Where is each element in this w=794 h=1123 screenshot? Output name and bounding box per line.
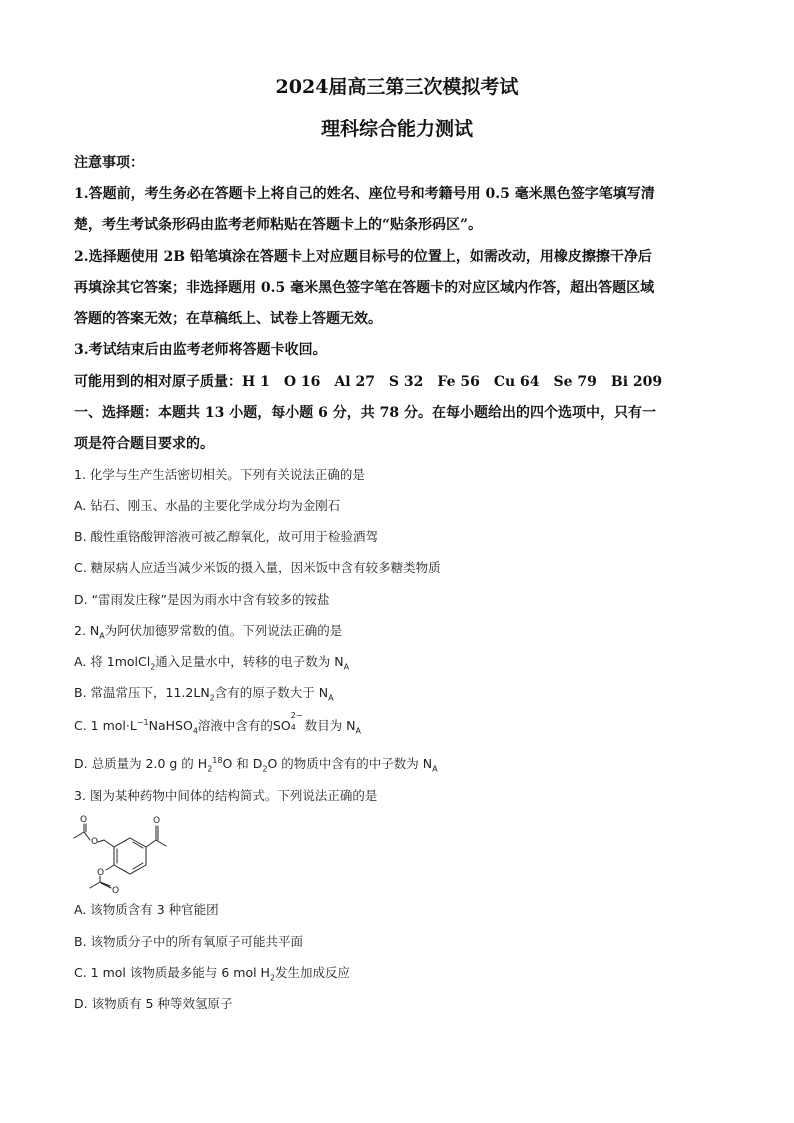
notice-line-6: 3.考试结束后由监考老师将答题卡收回。 bbox=[74, 342, 327, 358]
q1-option-c: C. 糖尿病人应适当减少米饭的摄入量，因米饭中含有较多糖类物质 bbox=[74, 560, 441, 575]
molecule-structure bbox=[70, 812, 180, 894]
notice-heading: 注意事项： bbox=[74, 155, 144, 171]
q1-option-d: D. “雷雨发庄稼”是因为雨水中含有较多的铵盐 bbox=[74, 592, 330, 607]
notice-line-2: 楚，考生考试条形码由监考老师粘贴在答题卡上的“贴条形码区”。 bbox=[74, 217, 483, 233]
atom-o-ester-link: O bbox=[91, 837, 99, 847]
exam-subtitle: 理科综合能力测试 bbox=[320, 118, 473, 140]
atomic-masses: 可能用到的相对原子质量：H 1 O 16 Al 27 S 32 Fe 56 Cu 64 Se 79 Bi 209 bbox=[74, 374, 663, 390]
q2-option-d: D. 总质量为 2.0 g 的 $H_2^{18}O$ 和 $D_2O$ 的物质中含有的中子数为 $N_A$ bbox=[74, 755, 438, 774]
q3-stem: 3. 图为某种药物中间体的结构简式。下列说法正确的是 bbox=[74, 788, 378, 803]
atom-o-phenol-ester: O bbox=[97, 868, 105, 878]
q2-option-b: B. 常温常压下，$11.2LN_2$含有的原子数大于 $N_A$ bbox=[74, 685, 334, 703]
q2-option-c: C. 1 $mol\cdot L^{-1}NaHSO_4$溶液中含有的SO 2− 4 数目为 $N_A$ bbox=[74, 711, 362, 736]
q1-option-a: A. 钻石、刚玉、水晶的主要化学成分均为金刚石 bbox=[74, 498, 341, 513]
q3-option-a: A. 该物质含有 3 种官能团 bbox=[74, 902, 219, 917]
sulfate-charge-index: 2− 4 bbox=[290, 711, 303, 732]
exam-title: 2024届高三第三次模拟考试 bbox=[275, 76, 519, 98]
section-heading-line-1: 一、选择题：本题共 13 小题，每小题 6 分，共 78 分。在每小题给出的四个选项中，只有一 bbox=[74, 405, 656, 421]
q3-option-c: C. 1 mol 该物质最多能与 6 mol $H_2$发生加成反应 bbox=[74, 965, 351, 983]
notice-line-5: 答题的答案无效；在草稿纸上、试卷上答题无效。 bbox=[74, 311, 382, 327]
q1-stem: 1. 化学与生产生活密切相关。下列有关说法正确的是 bbox=[74, 467, 365, 482]
atom-o-ester-carbonyl: O bbox=[80, 815, 88, 825]
notice-line-3: 2.选择题使用 2B 铅笔填涂在答题卡上对应题目标号的位置上，如需改动，用橡皮擦擦干净后 bbox=[74, 249, 652, 265]
notice-line-4: 再填涂其它答案；非选择题用 0.5 毫米黑色签字笔在答题卡的对应区域内作答，超出答题区域 bbox=[74, 280, 655, 296]
q2-option-a: A. 将 1molCl$_2$通入足量水中，转移的电子数为 $N_A$ bbox=[74, 654, 350, 672]
q3-option-b: B. 该物质分子中的所有氧原子可能共平面 bbox=[74, 934, 304, 949]
section-heading-line-2: 项是符合题目要求的。 bbox=[74, 436, 214, 452]
atom-o-acetyl-carbonyl: O bbox=[112, 886, 120, 894]
q3-option-d: D. 该物质有 5 种等效氢原子 bbox=[74, 996, 233, 1011]
atom-o-ketone: O bbox=[153, 816, 161, 826]
q2-stem: 2. $N_A$为阿伏加德罗常数的值。下列说法正确的是 bbox=[74, 623, 343, 641]
q1-option-b: B. 酸性重铬酸钾溶液可被乙醇氧化，故可用于检验酒驾 bbox=[74, 529, 379, 544]
notice-line-1: 1.答题前，考生务必在答题卡上将自己的姓名、座位号和考籍号用 0.5 毫米黑色签字笔填写清 bbox=[74, 186, 655, 202]
